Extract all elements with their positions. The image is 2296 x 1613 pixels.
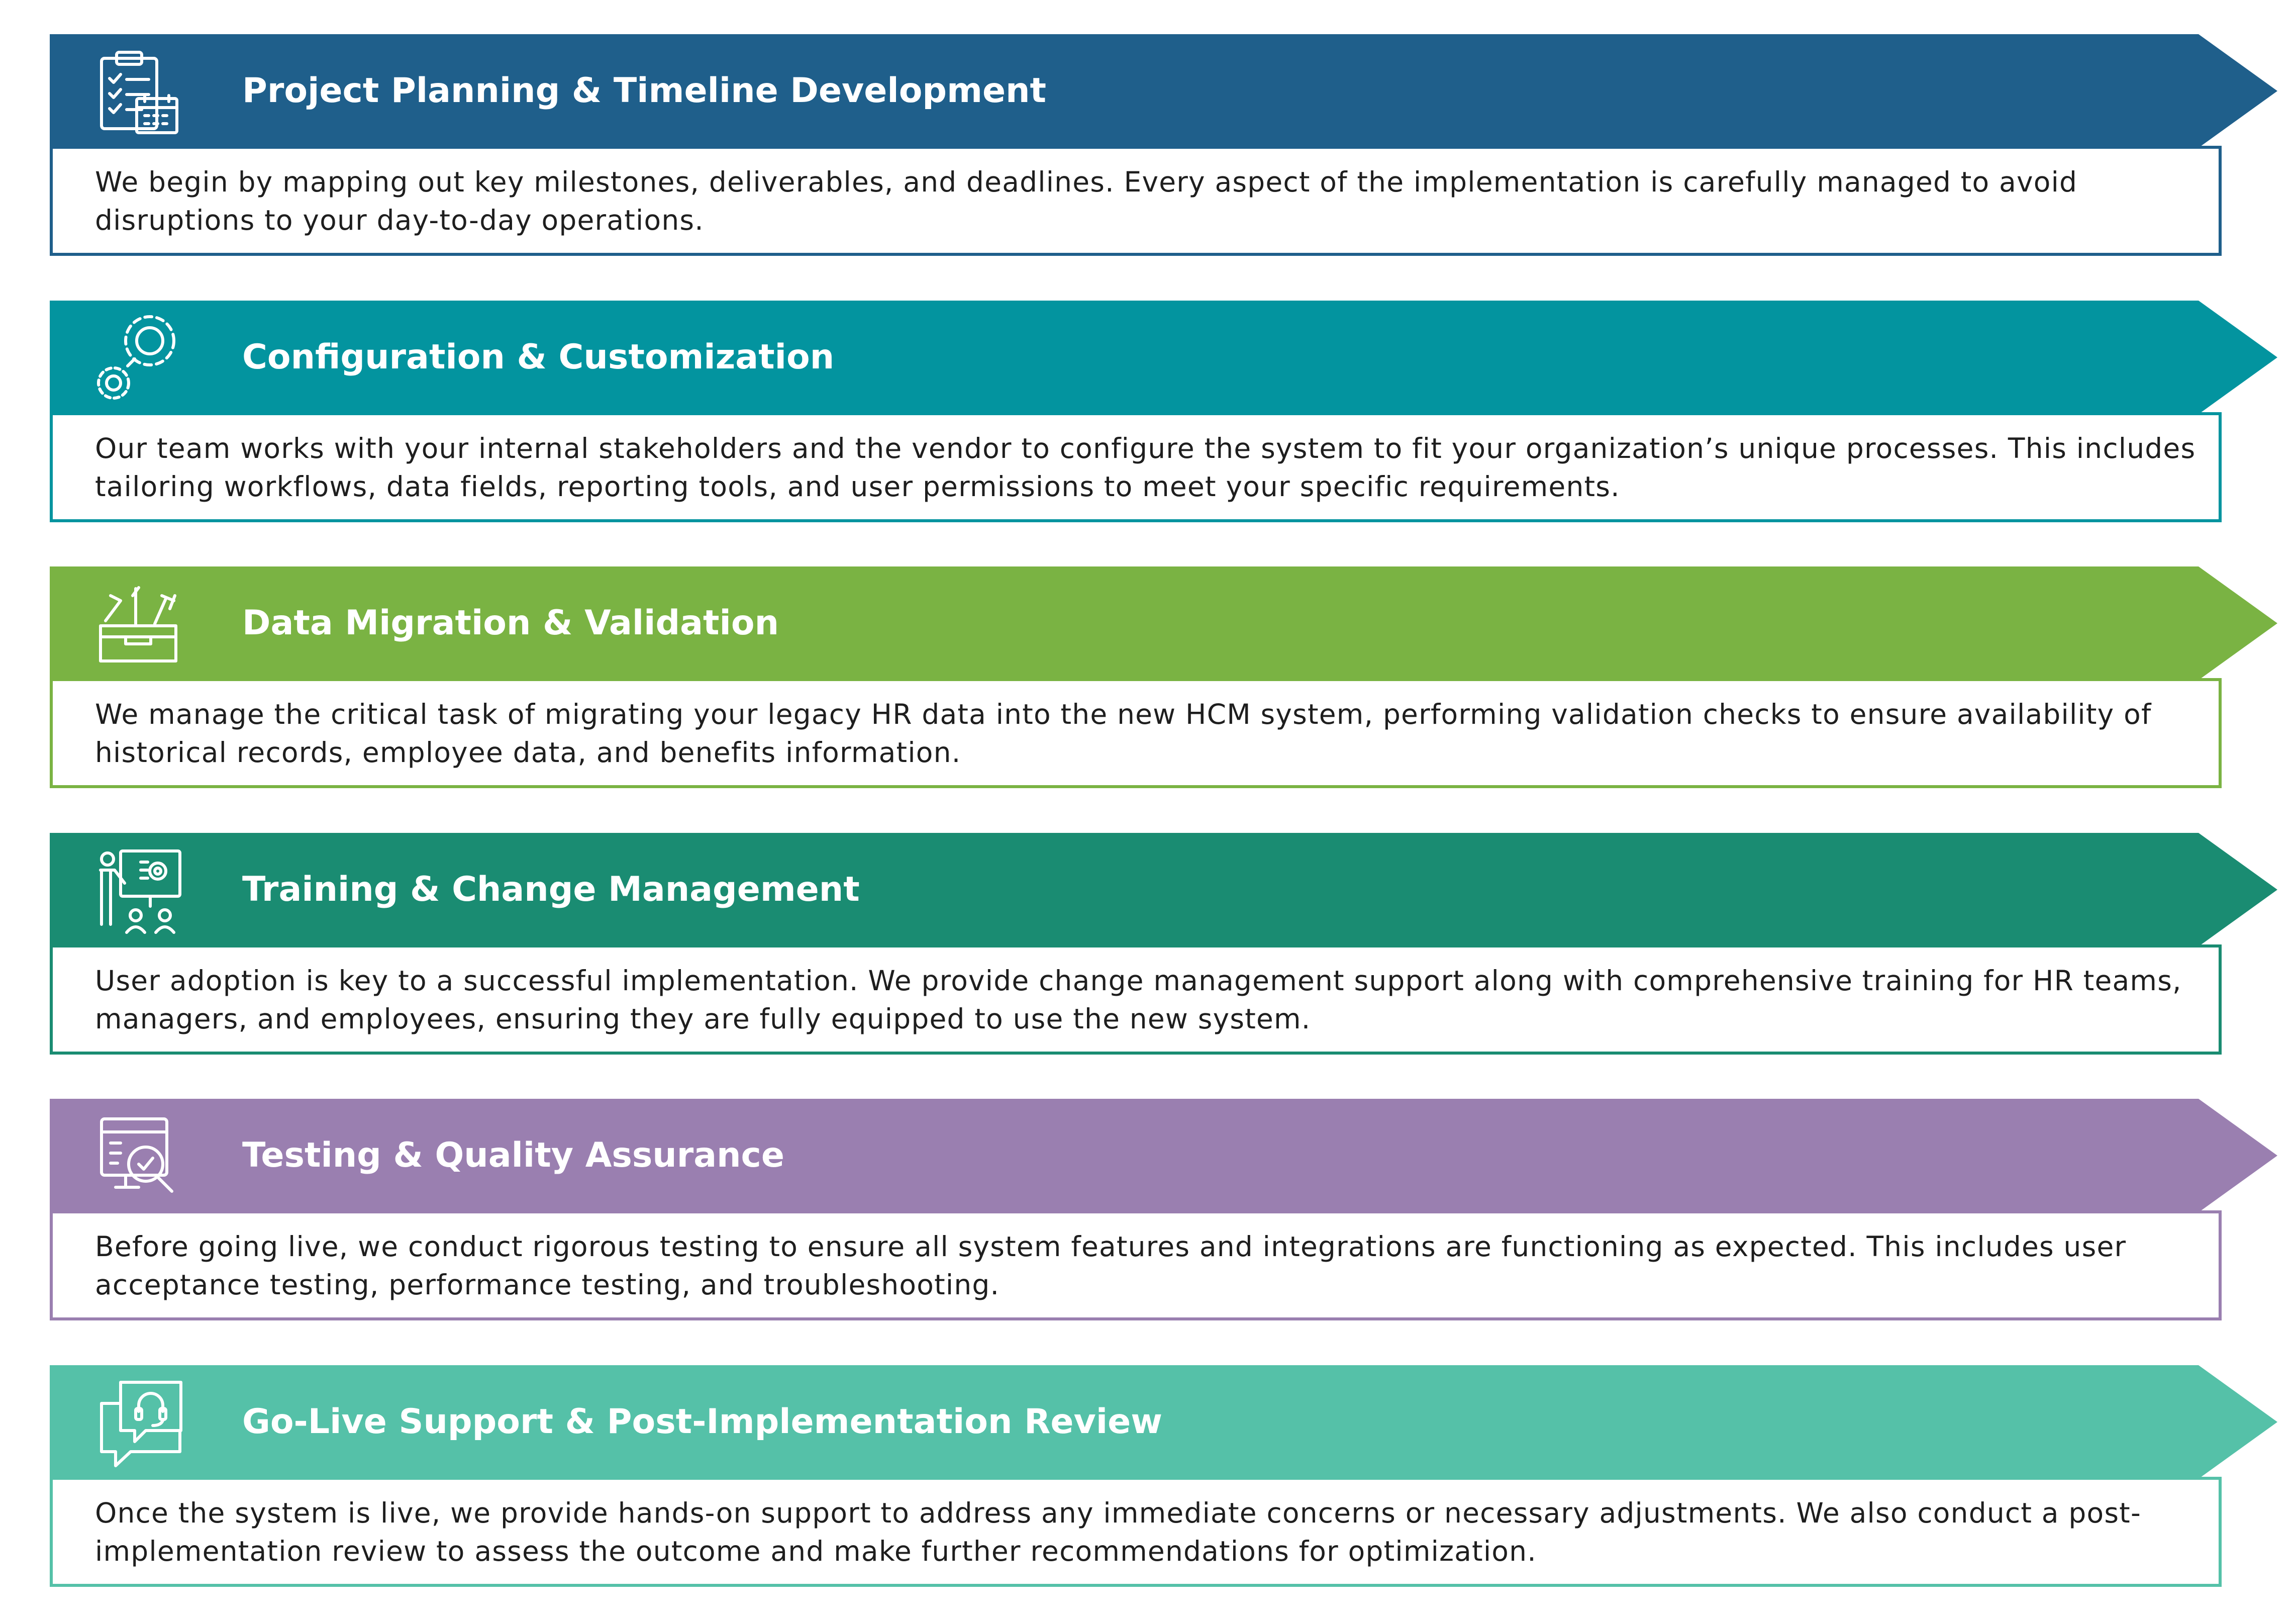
step-3: [0, 566, 2296, 793]
step-banner: [0, 1365, 2296, 1479]
step-description-box: [50, 1210, 2222, 1320]
step-description: We begin by mapping out key milestones, deliverables, and deadlines. Every aspect of the implementation is carefully managed to avoid disruptions to your day-to-day operations.: [95, 166, 2078, 236]
step-description-box: [50, 146, 2222, 256]
step-title: Go-Live Support & Post-Implementation Review: [242, 1402, 1163, 1442]
step-title: Configuration & Customization: [242, 337, 835, 377]
step-description-box: [50, 1477, 2222, 1587]
toolbox-icon: [90, 576, 186, 671]
step-title: Project Planning & Timeline Development: [242, 71, 1046, 111]
step-description-box: [50, 944, 2222, 1055]
step-description: Once the system is live, we provide hands-on support to address any immediate concerns or necessary adjustments. We also conduct a post-implementation review to assess the outcome and make further recommendations for optimization.: [95, 1497, 2141, 1567]
step-banner: [0, 833, 2296, 946]
step-title: Testing & Quality Assurance: [242, 1135, 784, 1175]
step-banner: [0, 1099, 2296, 1212]
gears-icon: [90, 310, 186, 405]
checklist-calendar-icon: [90, 43, 186, 139]
step-5: [0, 1099, 2296, 1325]
step-banner: [0, 301, 2296, 414]
step-title: Data Migration & Validation: [242, 603, 779, 643]
step-title: Training & Change Management: [242, 870, 860, 909]
monitor-magnifier-check-icon: [90, 1108, 186, 1203]
step-description-box: [50, 678, 2222, 788]
step-4: [0, 833, 2296, 1059]
chat-headset-support-icon: [90, 1374, 186, 1470]
step-description: Our team works with your internal stakeholders and the vendor to configure the system to fit your organization’s unique processes. This includes tailoring workflows, data fields, reporting tools, and user permissions to meet your specific requirements.: [95, 432, 2196, 503]
presentation-training-icon: [90, 842, 186, 937]
step-description: User adoption is key to a successful implementation. We provide change management support along with comprehensive training for HR teams, managers, and employees, ensuring they are fully equipped to use the new system.: [95, 965, 2182, 1035]
step-description: Before going live, we conduct rigorous testing to ensure all system features and integrations are functioning as expected. This includes user acceptance testing, performance testing, and troubleshooting.: [95, 1230, 2127, 1301]
step-description: We manage the critical task of migrating your legacy HR data into the new HCM system, performing validation checks to ensure availability of historical records, employee data, and benefits information.: [95, 698, 2152, 769]
step-2: [0, 301, 2296, 527]
step-1: [0, 34, 2296, 260]
step-description-box: [50, 412, 2222, 522]
step-6: [0, 1365, 2296, 1591]
step-banner: [0, 34, 2296, 148]
step-banner: [0, 566, 2296, 680]
